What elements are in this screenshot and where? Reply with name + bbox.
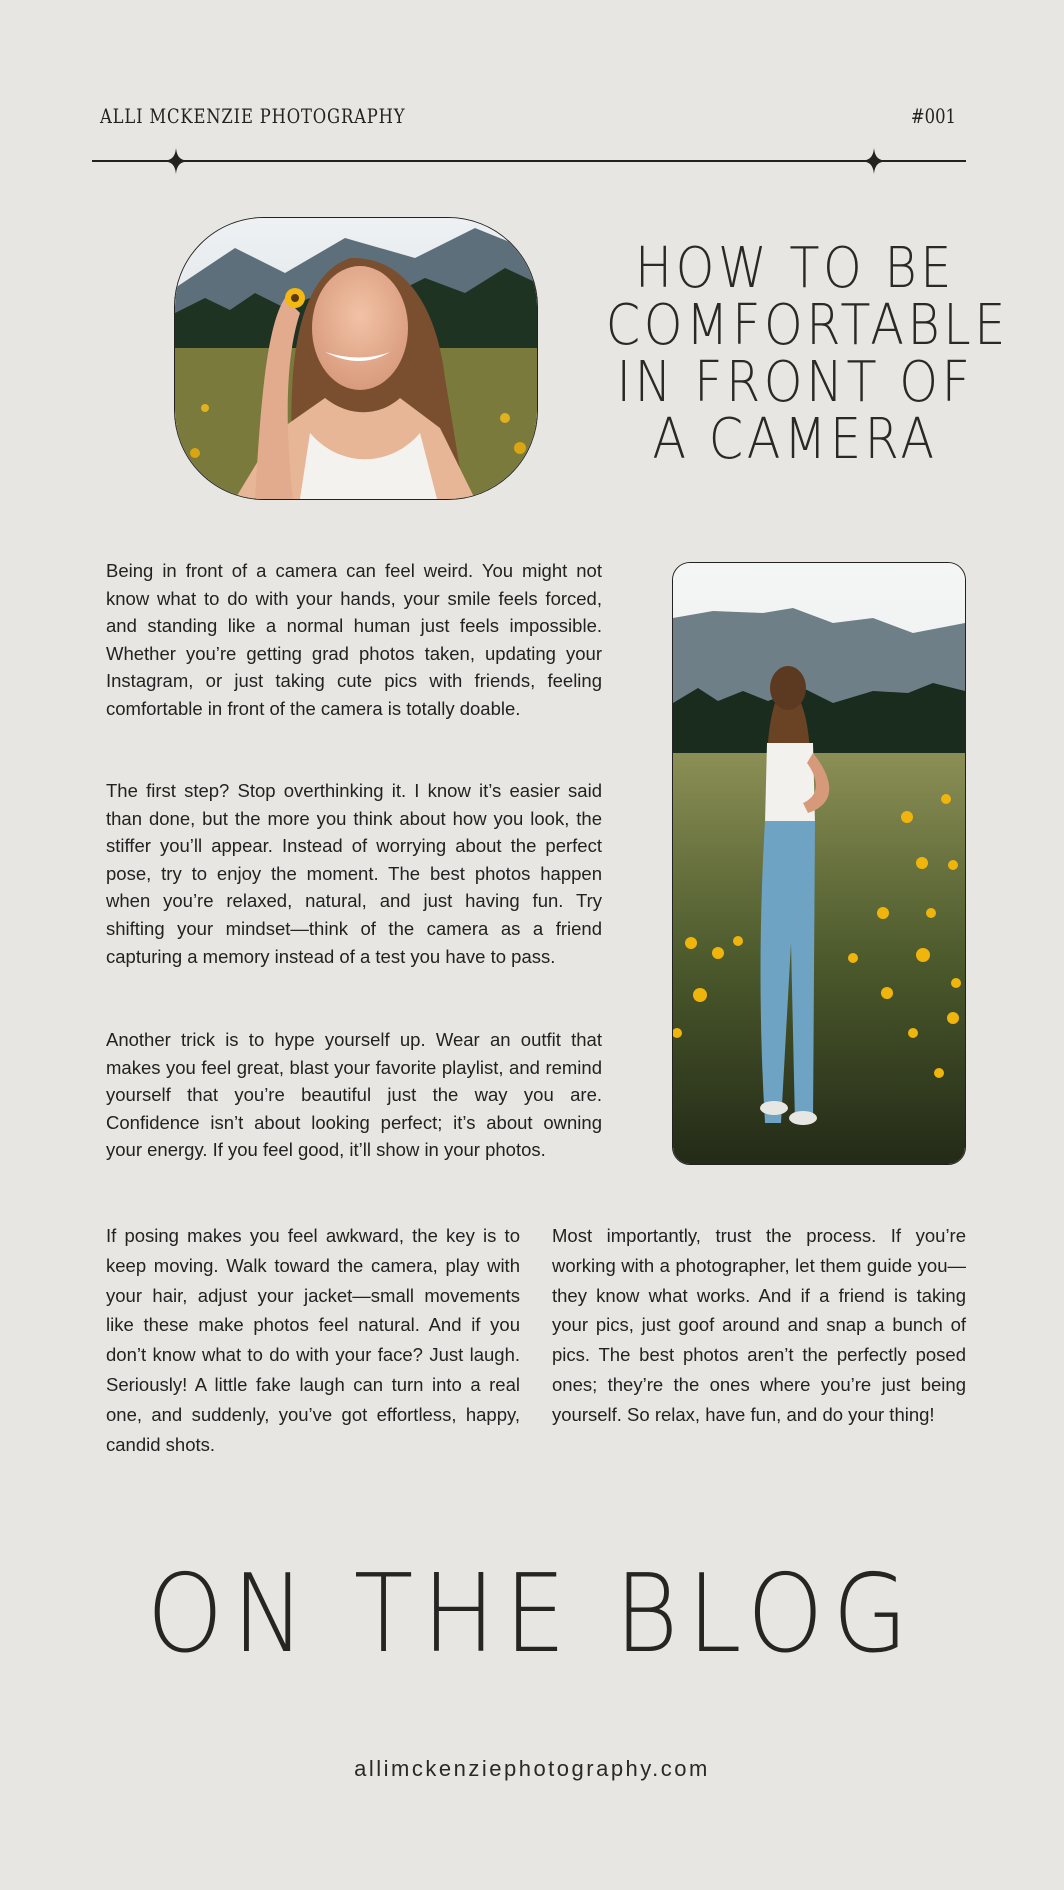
portrait-photo — [174, 217, 538, 500]
title-line: A CAMERA — [652, 407, 938, 472]
brand-name: ALLI MCKENZIE PHOTOGRAPHY — [100, 104, 406, 128]
paragraph: Most importantly, trust the process. If you’re working with a photographer, let them guide you—they know what works. And if a friend is taking your pics, just goof around and snap a bunch of pics. The best photos aren’t the perfectly posed ones; they’re the ones where you’re just being yourself. So relax, have fun, and do your thing! — [552, 1225, 966, 1425]
article-title — [580, 236, 1010, 472]
on-the-blog-heading — [0, 1552, 1064, 1677]
title-line: IN FRONT OF — [616, 350, 974, 415]
field-photo — [672, 562, 966, 1165]
blog-text: ON THE BLOG — [146, 1552, 918, 1677]
issue-number: #001 — [910, 104, 956, 128]
paragraph: If posing makes you feel awkward, the key is to keep moving. Walk toward the camera, play with your hair, adjust your jacket—small movements like these make photos feel natural. And if you don’t know what to do with your face? Just laugh. Seriously! A little fake laugh can turn into a real one, and suddenly, you’ve got effortless, happy, candid shots. — [106, 1225, 520, 1455]
sparkle-icon — [163, 148, 189, 174]
title-line: HOW TO BE — [635, 236, 955, 301]
title-line: COMFORTABLE — [605, 293, 1009, 358]
paragraph: Another trick is to hype yourself up. Wear an outfit that makes you feel great, blast your favorite playlist, and remind yourself that you’re beautiful just the way you are. Confidence isn’t about looking perfect; it’s about owning your energy. If you feel good, it’ll show in your photos. — [106, 1029, 602, 1161]
paragraph: Being in front of a camera can feel weird. You might not know what to do with your hands, your smile feels forced, and standing like a normal human just feels impossible. Whether you’re getting grad photos taken, updating your Instagram, or just taking cute pics with friends, feeling comfortable in front of the camera is totally doable. — [106, 560, 602, 719]
sparkle-icon — [861, 148, 887, 174]
website-url[interactable]: allimckenziephotography.com — [354, 1756, 710, 1781]
header-divider — [92, 160, 966, 162]
paragraph: The first step? Stop overthinking it. I know it’s easier said than done, but the more you think about how you look, the stiffer you’ll appear. Instead of worrying about the perfect pose, try to enjoy the moment. The best photos happen when you’re relaxed, natural, and just having fun. Try shifting your mindset—think of the camera as a friend capturing a memory instead of a test you have to pass. — [106, 780, 602, 967]
